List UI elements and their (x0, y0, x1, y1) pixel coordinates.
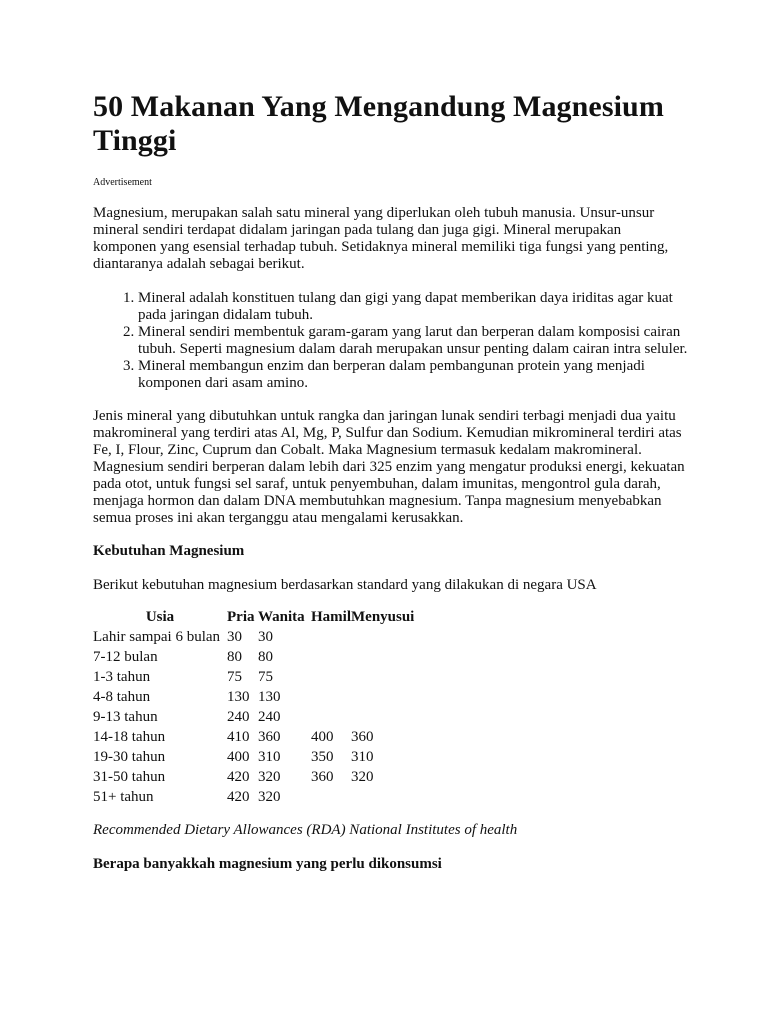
cell-wanita: 75 (258, 668, 273, 685)
table-row (93, 787, 421, 807)
table-row (93, 707, 421, 727)
cell-pria: 420 (227, 768, 250, 785)
cell-hamil (311, 647, 351, 667)
cell-menyusui (351, 667, 421, 687)
cell-wanita: 80 (258, 648, 273, 665)
table-row (93, 667, 421, 687)
table-row (93, 687, 421, 707)
list-item: 3. Mineral membangun enzim dan berperan dalam pembangunan protein yang menjadi komponen dari asam amino. (138, 358, 688, 392)
cell-hamil: 400 (311, 728, 334, 745)
cell-hamil (311, 627, 351, 647)
cell-hamil (311, 667, 351, 687)
cell-hamil (311, 687, 351, 707)
cell-pria: 80 (227, 648, 242, 665)
cell-pria: 400 (227, 748, 250, 765)
header-hamil: Hamil (311, 608, 351, 625)
table-row (93, 727, 421, 747)
header-menyusui: Menyusui (351, 608, 415, 625)
table-row (93, 627, 421, 647)
cell-usia: 14-18 tahun (93, 728, 166, 745)
cell-menyusui: 320 (351, 768, 374, 785)
cell-hamil: 350 (311, 748, 334, 765)
cell-usia: 19-30 tahun (93, 748, 166, 765)
mineral-functions-list (93, 290, 688, 392)
cell-pria: 30 (227, 628, 242, 645)
cell-hamil: 360 (311, 768, 334, 785)
cell-wanita: 360 (258, 728, 281, 745)
needs-intro-paragraph: Berikut kebutuhan magnesium berdasarkan standard yang dilakukan di negara USA (93, 577, 597, 593)
minerals-paragraph: Jenis mineral yang dibutuhkan untuk rangka dan jaringan lunak sendiri terbagi menjadi dua yaitu makromineral yang terdiri atas Al, Mg, P, Sulfur dan Sodium. Kemudian mikromineral terdiri atas Fe, I, Flour, Zinc, Cuprum dan Cobalt. Maka Magnesium termasuk kedalam makromineral. Magnesium sendiri berperan dalam lebih dari 325 enzim yang mengatur produksi energi, kekuatan pada otot, untuk fungsi sel saraf, untuk penyembuhan, dalam imunitas, mengontrol gula darah, menjaga hormon dan dalam DNA membutuhkan magnesium. Tanpa magnesium menyebabkan semua proses ini akan terganggu atau mengalami kerusakkan. (93, 408, 685, 526)
cell-menyusui (351, 707, 421, 727)
intro-paragraph: Magnesium, merupakan salah satu mineral yang diperlukan oleh tubuh manusia. Unsur-unsur mineral sendiri terdapat didalam jaringan pada tulang dan juga gigi. Mineral merupakan komponen yang esensial terhadap tubuh. Setidaknya mineral memiliki tiga fungsi yang penting, diantaranya adalah sebagai berikut. (93, 205, 669, 272)
cell-usia: 7-12 bulan (93, 648, 158, 665)
cell-usia: 51+ tahun (93, 788, 154, 805)
table-row (93, 747, 421, 767)
advertisement-label: Advertisement (93, 177, 152, 188)
cell-usia: 31-50 tahun (93, 768, 166, 785)
cell-wanita: 320 (258, 788, 281, 805)
cell-wanita: 320 (258, 768, 281, 785)
table-header-row (93, 607, 421, 627)
header-usia: Usia (145, 608, 175, 625)
cell-wanita: 30 (258, 628, 273, 645)
cell-wanita: 310 (258, 748, 281, 765)
cell-menyusui (351, 647, 421, 667)
cell-usia: 1-3 tahun (93, 668, 151, 685)
cell-pria: 240 (227, 708, 250, 725)
page-title: 50 Makanan Yang Mengandung Magnesium Tinggi (93, 90, 664, 157)
table-row (93, 647, 421, 667)
rda-source-note: Recommended Dietary Allowances (RDA) National Institutes of health (93, 822, 518, 838)
table-row (93, 767, 421, 787)
header-wanita: Wanita (258, 608, 305, 625)
cell-usia: 4-8 tahun (93, 688, 151, 705)
section-heading-berapa: Berapa banyakkah magnesium yang perlu dikonsumsi (93, 856, 442, 872)
cell-pria: 130 (227, 688, 250, 705)
cell-pria: 420 (227, 788, 250, 805)
section-heading-kebutuhan: Kebutuhan Magnesium (93, 543, 245, 559)
cell-menyusui: 360 (351, 728, 374, 745)
magnesium-needs-table (93, 607, 421, 807)
cell-hamil (311, 707, 351, 727)
cell-usia: Lahir sampai 6 bulan (93, 628, 221, 645)
cell-pria: 75 (227, 668, 242, 685)
cell-menyusui (351, 687, 421, 707)
cell-usia: 9-13 tahun (93, 708, 158, 725)
cell-wanita: 130 (258, 688, 281, 705)
header-pria: Pria (227, 608, 255, 625)
cell-wanita: 240 (258, 708, 281, 725)
cell-menyusui: 310 (351, 748, 374, 765)
cell-hamil (311, 787, 351, 807)
cell-menyusui (351, 627, 421, 647)
list-item: 2. Mineral sendiri membentuk garam-garam yang larut dan berperan dalam komposisi cairan tubuh. Seperti magnesium dalam darah merupakan unsur penting dalam cairan intra seluler. (138, 324, 688, 358)
cell-menyusui (351, 787, 421, 807)
cell-pria: 410 (227, 728, 250, 745)
list-item: 1. Mineral adalah konstituen tulang dan gigi yang dapat memberikan daya iriditas agar kuat pada jaringan didalam tubuh. (138, 290, 688, 324)
